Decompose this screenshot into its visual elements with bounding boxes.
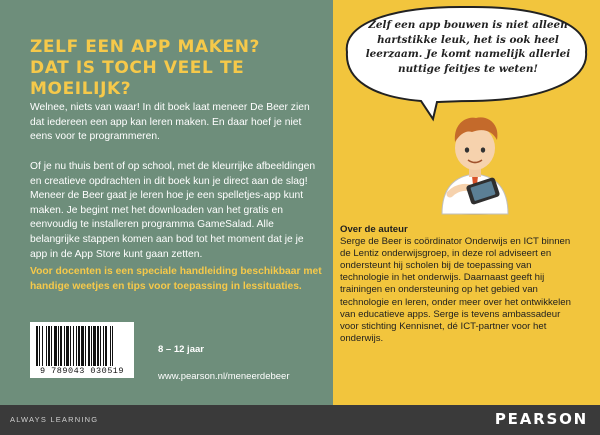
footer-tagline: ALWAYS LEARNING: [10, 415, 99, 424]
title-line-1: ZELF EEN APP MAKEN?: [30, 37, 261, 57]
isbn-barcode: [30, 322, 134, 378]
barcode-bar: [81, 326, 84, 366]
about-author-section: [340, 224, 578, 345]
barcode-bar: [73, 326, 74, 366]
description-paragraph: Of je nu thuis bent of op school, met de kleurrijke afbeeldingen en creatieve opdrachten in dit boek kun je direct aan de slag! Meneer de Beer gaat je leren hoe je een spelletjes-app kunt maken. Je begint met het downloaden van het gratis en eenvoudig te installeren programma GameSalad. Alle belangrijke stappen komen aan bod tot het moment dat je je app in de App Store kunt gaan zetten.: [30, 161, 316, 260]
speech-bubble-text: Zelf een app bouwen is niet alleen hartstikke leuk, het is ook heel leerzaam. Je komt namelijk allerlei nuttige feitjes te weten!: [365, 19, 571, 75]
barcode-bar: [112, 326, 113, 366]
publisher-logo: PEARSON: [494, 410, 588, 428]
barcode-bar: [66, 326, 69, 366]
barcode-bar: [51, 326, 52, 366]
meneer-de-beer-illustration: [420, 110, 530, 220]
barcode-bar: [78, 326, 80, 366]
barcode-bar: [76, 326, 77, 366]
barcode-bar: [39, 326, 40, 366]
barcode-bar: [46, 326, 47, 366]
barcode-bar: [70, 326, 71, 366]
barcode-bar: [97, 326, 99, 366]
barcode-bar: [110, 326, 111, 366]
barcode-bar: [42, 326, 43, 366]
left-eye-shape: [465, 147, 469, 152]
teacher-note: Voor docenten is een speciale handleiding beschikbaar met handige weetjes en tips voor toepassing in lessituaties.: [30, 266, 322, 292]
barcode-bar: [100, 326, 101, 366]
age-range: 8 – 12 jaar: [158, 344, 204, 355]
barcode-bar: [91, 326, 92, 366]
title-line-2: DAT IS TOCH VEEL TE MOEILIJK?: [30, 58, 245, 99]
right-eye-shape: [481, 147, 485, 152]
barcode-bar: [36, 326, 38, 366]
neck-shape: [469, 169, 481, 177]
barcode-bar: [85, 326, 86, 366]
barcode-bar: [64, 326, 65, 366]
barcode-bar: [60, 326, 62, 366]
barcode-bar: [93, 326, 96, 366]
isbn-number: 9 789043 030519: [39, 366, 124, 376]
barcode-bars: [35, 326, 129, 366]
website-link[interactable]: www.pearson.nl/meneerdebeer: [158, 371, 290, 382]
barcode-bar: [105, 326, 107, 366]
barcode-bar: [58, 326, 59, 366]
cover-title: [30, 37, 320, 100]
about-author-text: Serge de Beer is coördinator Onderwijs en ICT binnen de Lentiz onderwijsgroep, in deze rol adviseert en ondersteunt hij scholen bij de toepassing van technologie in het onderwijs. Daarnaast geeft hij trainingen en ondersteuning op het gebied van technologie en leren, onder meer over het ontwikkelen van educatieve apps. Serge is tevens ambassadeur voor stichting Kennisnet, dé ICT-partner voor het onderwijs.: [340, 236, 571, 344]
intro-paragraph: Welnee, niets van waar! In dit boek laat meneer De Beer zien dat iedereen een app kan leren maken. En daar hoef je niet eens voor te programmeren.: [30, 102, 310, 143]
about-author-heading: Over de auteur: [340, 224, 408, 235]
barcode-bar: [48, 326, 50, 366]
barcode-bar: [103, 326, 104, 366]
barcode-bar: [54, 326, 57, 366]
barcode-bar: [88, 326, 90, 366]
